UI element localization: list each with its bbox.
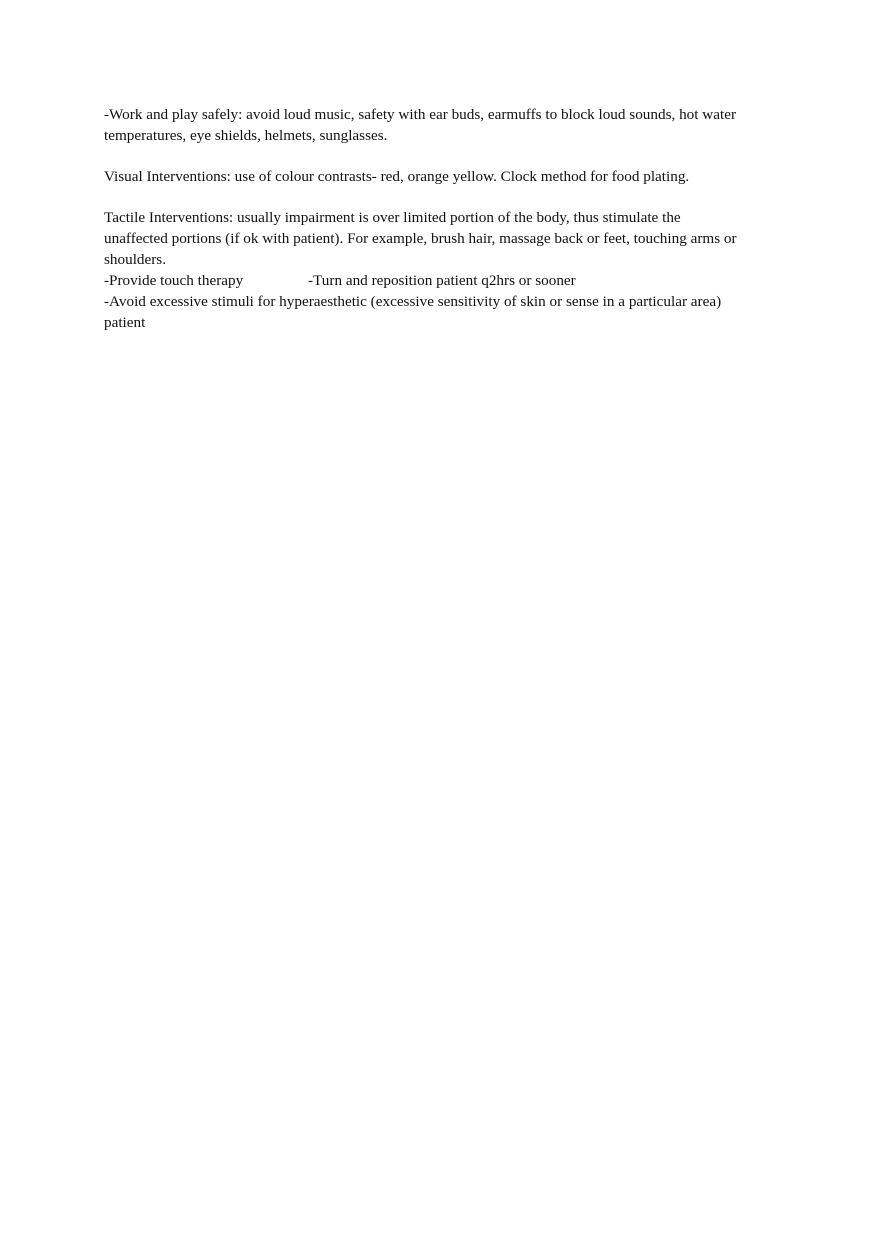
touch-therapy-line [104,270,769,291]
text-line: Tactile Interventions: usually impairment is over limited portion of the body, thus stimulate the [104,209,681,226]
text-line: patient [104,314,146,331]
touch-therapy-item: -Provide touch therapy [104,272,244,289]
text-line: unaffected portions (if ok with patient). For example, brush hair, massage back or feet, touching arms or [104,230,737,247]
section-tactile-interventions [104,207,769,333]
text-line: temperatures, eye shields, helmets, sunglasses. [104,127,388,144]
reposition-item: -Turn and reposition patient q2hrs or sooner [308,272,576,289]
text-line: -Work and play safely: avoid loud music, safety with ear buds, earmuffs to block loud sounds, hot water [104,106,737,123]
document-body [104,104,769,333]
paragraph-visual-interventions [104,166,769,187]
text-line: shoulders. [104,251,167,268]
paragraph-work-and-play [104,104,769,146]
text-line: -Avoid excessive stimuli for hyperaesthetic (excessive sensitivity of skin or sense in a particular area) [104,293,722,310]
text-line: Visual Interventions: use of colour contrasts- red, orange yellow. Clock method for food plating. [104,168,690,185]
